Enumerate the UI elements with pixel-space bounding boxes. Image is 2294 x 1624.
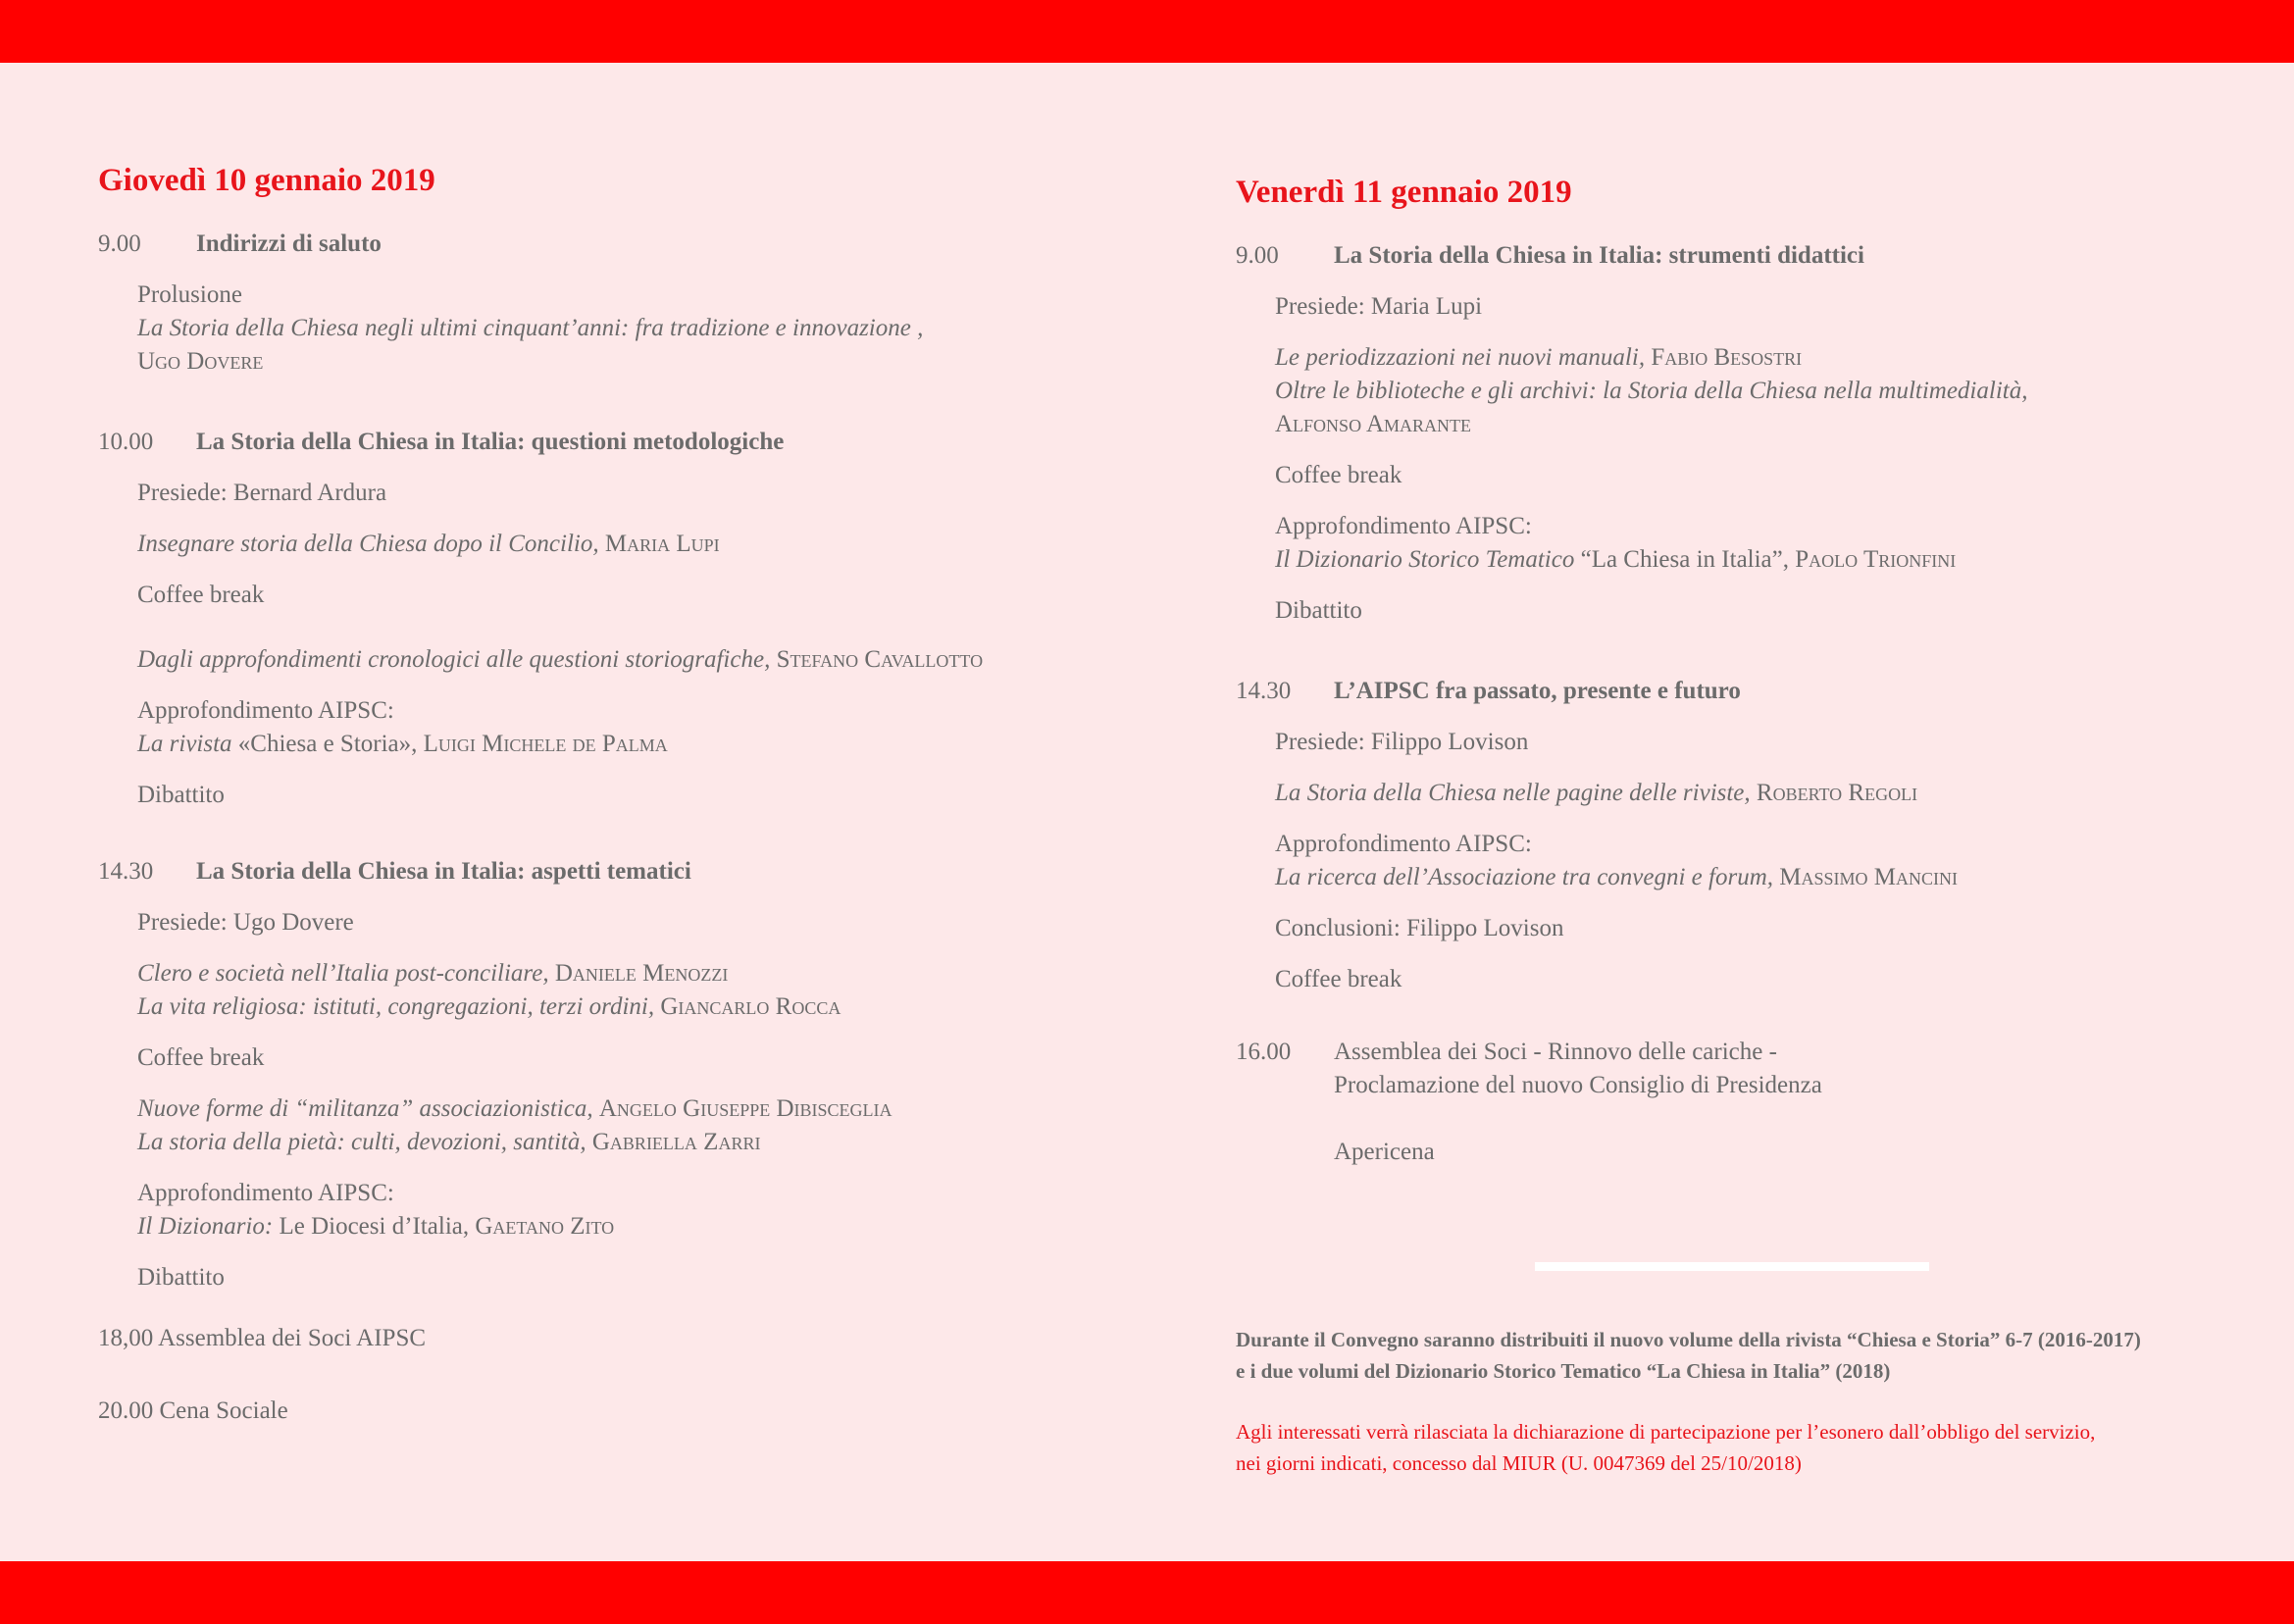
speaker-name: Giancarlo Rocca	[660, 993, 841, 1020]
speaker-name: Angelo Giuseppe Dibisceglia	[598, 1095, 892, 1122]
assembly-line-1: Assemblea dei Soci - Rinnovo delle cariche -	[1334, 1039, 1777, 1065]
talk-group	[137, 1092, 1157, 1159]
talk-group	[137, 957, 1157, 1024]
bottom-red-band	[0, 1561, 2294, 1624]
volumes-note-line-1: Durante il Convegno saranno distribuiti il nuovo volume della rivista “Chiesa e Storia” 6-7 (2016-2017)	[1236, 1328, 2141, 1351]
top-red-band	[0, 0, 2294, 63]
coffee-break: Coffee break	[137, 1044, 265, 1071]
aipsc-title-italic: Il Dizionario Storico Tematico	[1275, 546, 1575, 573]
talk-title: La Storia della Chiesa nelle pagine delle riviste,	[1275, 780, 1751, 806]
speaker-name: Fabio Besostri	[1651, 344, 1803, 371]
aipsc-label: Approfondimento AIPSC:	[1275, 831, 1532, 857]
aipsc-label: Approfondimento AIPSC:	[137, 1180, 394, 1206]
speaker-name: Massimo Mancini	[1779, 864, 1958, 890]
talk-title: Oltre le biblioteche e gli archivi: la Storia della Chiesa nella multimedialità,	[1275, 378, 2028, 404]
speaker-name: Alfonso Amarante	[1275, 411, 1471, 437]
aipsc-label: Approfondimento AIPSC:	[1275, 513, 1532, 539]
miur-note-line-1: Agli interessati verrà rilasciata la dichiarazione di partecipazione per l’esonero dall’obbligo del servizio,	[1236, 1420, 2096, 1444]
talk-entry	[137, 643, 1157, 677]
coffee-break: Coffee break	[1275, 462, 1402, 488]
prolusione-block	[137, 279, 1157, 379]
aipsc-block	[1275, 828, 2217, 894]
session-title: La Storia della Chiesa in Italia: strumenti didattici	[1334, 242, 1864, 269]
aipsc-label: Approfondimento AIPSC:	[137, 697, 394, 724]
friday-title: Venerdì 11 gennaio 2019	[1236, 175, 1572, 210]
thursday-column	[98, 157, 1157, 1467]
volumes-note	[1236, 1324, 2217, 1387]
talk-title: La vita religiosa: istituti, congregazioni, terzi ordini,	[137, 993, 655, 1020]
white-divider	[1535, 1262, 1929, 1271]
miur-note-line-2: nei giorni indicati, concesso dal MIUR (U. 0047369 del 25/10/2018)	[1236, 1451, 1802, 1475]
assembly-line: 18,00 Assemblea dei Soci AIPSC	[98, 1325, 427, 1351]
session-title: La Storia della Chiesa in Italia: aspetti tematici	[196, 858, 691, 885]
session-chair: Presiede: Bernard Ardura	[137, 480, 387, 506]
conclusions: Conclusioni: Filippo Lovison	[1275, 915, 1564, 941]
session-chair: Presiede: Ugo Dovere	[137, 909, 354, 936]
aipsc-title-italic: La rivista	[137, 731, 232, 757]
speaker-name: Luigi Michele de Palma	[423, 731, 668, 757]
friday-session-2	[1236, 673, 2217, 996]
talk-title: Clero e società nell’Italia post-conciliare,	[137, 960, 549, 987]
miur-note	[1236, 1416, 2217, 1479]
session-title: La Storia della Chiesa in Italia: questioni metodologiche	[196, 429, 785, 455]
friday-session-1	[1236, 237, 2217, 628]
talk-title: La storia della pietà: culti, devozioni, santità,	[137, 1129, 586, 1155]
debate: Dibattito	[1275, 597, 1362, 624]
talk-title: Insegnare storia della Chiesa dopo il Concilio,	[137, 531, 599, 557]
debate: Dibattito	[137, 782, 225, 808]
speaker-name: Roberto Regoli	[1756, 780, 1918, 806]
aipsc-block	[137, 694, 1157, 761]
speaker-name: Stefano Cavallotto	[776, 646, 984, 673]
talk-group	[1275, 341, 2217, 441]
coffee-break: Coffee break	[1275, 966, 1402, 992]
talk-entry	[1275, 777, 2217, 810]
talk-title: Dagli approfondimenti cronologici alle questioni storiografiche,	[137, 646, 771, 673]
aipsc-title-italic: La ricerca dell’Associazione tra convegni e forum,	[1275, 864, 1774, 890]
speaker-name: Paolo Trionfini	[1795, 546, 1957, 573]
thursday-session-1	[98, 226, 1157, 379]
session-time: 16.00	[1236, 1039, 1292, 1065]
session-time: 14.30	[98, 858, 154, 885]
volumes-note-line-2: e i due volumi del Dizionario Storico Tematico “La Chiesa in Italia” (2018)	[1236, 1359, 1891, 1383]
aipsc-title: “La Chiesa in Italia”,	[1580, 546, 1789, 573]
session-time: 9.00	[98, 230, 141, 257]
talk-title: Le periodizzazioni nei nuovi manuali,	[1275, 344, 1646, 371]
friday-column	[1236, 169, 2217, 1169]
speaker-name: Gaetano Zito	[475, 1213, 615, 1240]
session-time: 14.30	[1236, 678, 1292, 704]
aipsc-title: Le Diocesi d’Italia,	[279, 1213, 470, 1240]
speaker-name: Gabriella Zarri	[591, 1129, 761, 1155]
aipsc-block	[1275, 510, 2217, 577]
session-title: Indirizzi di saluto	[196, 230, 382, 257]
session-title: L’AIPSC fra passato, presente e futuro	[1334, 678, 1741, 704]
friday-assembly	[1236, 1036, 2217, 1169]
thursday-session-3	[98, 853, 1157, 1294]
assembly-line-2: Proclamazione del nuovo Consiglio di Presidenza	[1334, 1072, 1822, 1098]
session-chair: Presiede: Maria Lupi	[1275, 293, 1483, 320]
session-time: 10.00	[98, 429, 154, 455]
aipsc-title: «Chiesa e Storia»,	[237, 731, 418, 757]
thursday-session-2	[98, 424, 1157, 812]
aipsc-title-italic: Il Dizionario:	[137, 1213, 274, 1240]
coffee-break: Coffee break	[137, 582, 265, 608]
prolusione-label: Prolusione	[137, 281, 242, 308]
talk-entry	[137, 528, 1157, 561]
debate: Dibattito	[137, 1264, 225, 1291]
apericena: Apericena	[1334, 1139, 1435, 1165]
aipsc-block	[137, 1177, 1157, 1243]
session-time: 9.00	[1236, 242, 1279, 269]
talk-title: Nuove forme di “militanza” associazionistica,	[137, 1095, 593, 1122]
session-chair: Presiede: Filippo Lovison	[1275, 729, 1529, 755]
speaker-name: Daniele Menozzi	[554, 960, 729, 987]
speaker-name: Maria Lupi	[604, 531, 720, 557]
thursday-title: Giovedì 10 gennaio 2019	[98, 163, 435, 198]
talk-title: La Storia della Chiesa negli ultimi cinquant’anni: fra tradizione e innovazione ,	[137, 315, 924, 341]
dinner-line: 20.00 Cena Sociale	[98, 1397, 288, 1424]
speaker-name: Ugo Dovere	[137, 348, 264, 375]
